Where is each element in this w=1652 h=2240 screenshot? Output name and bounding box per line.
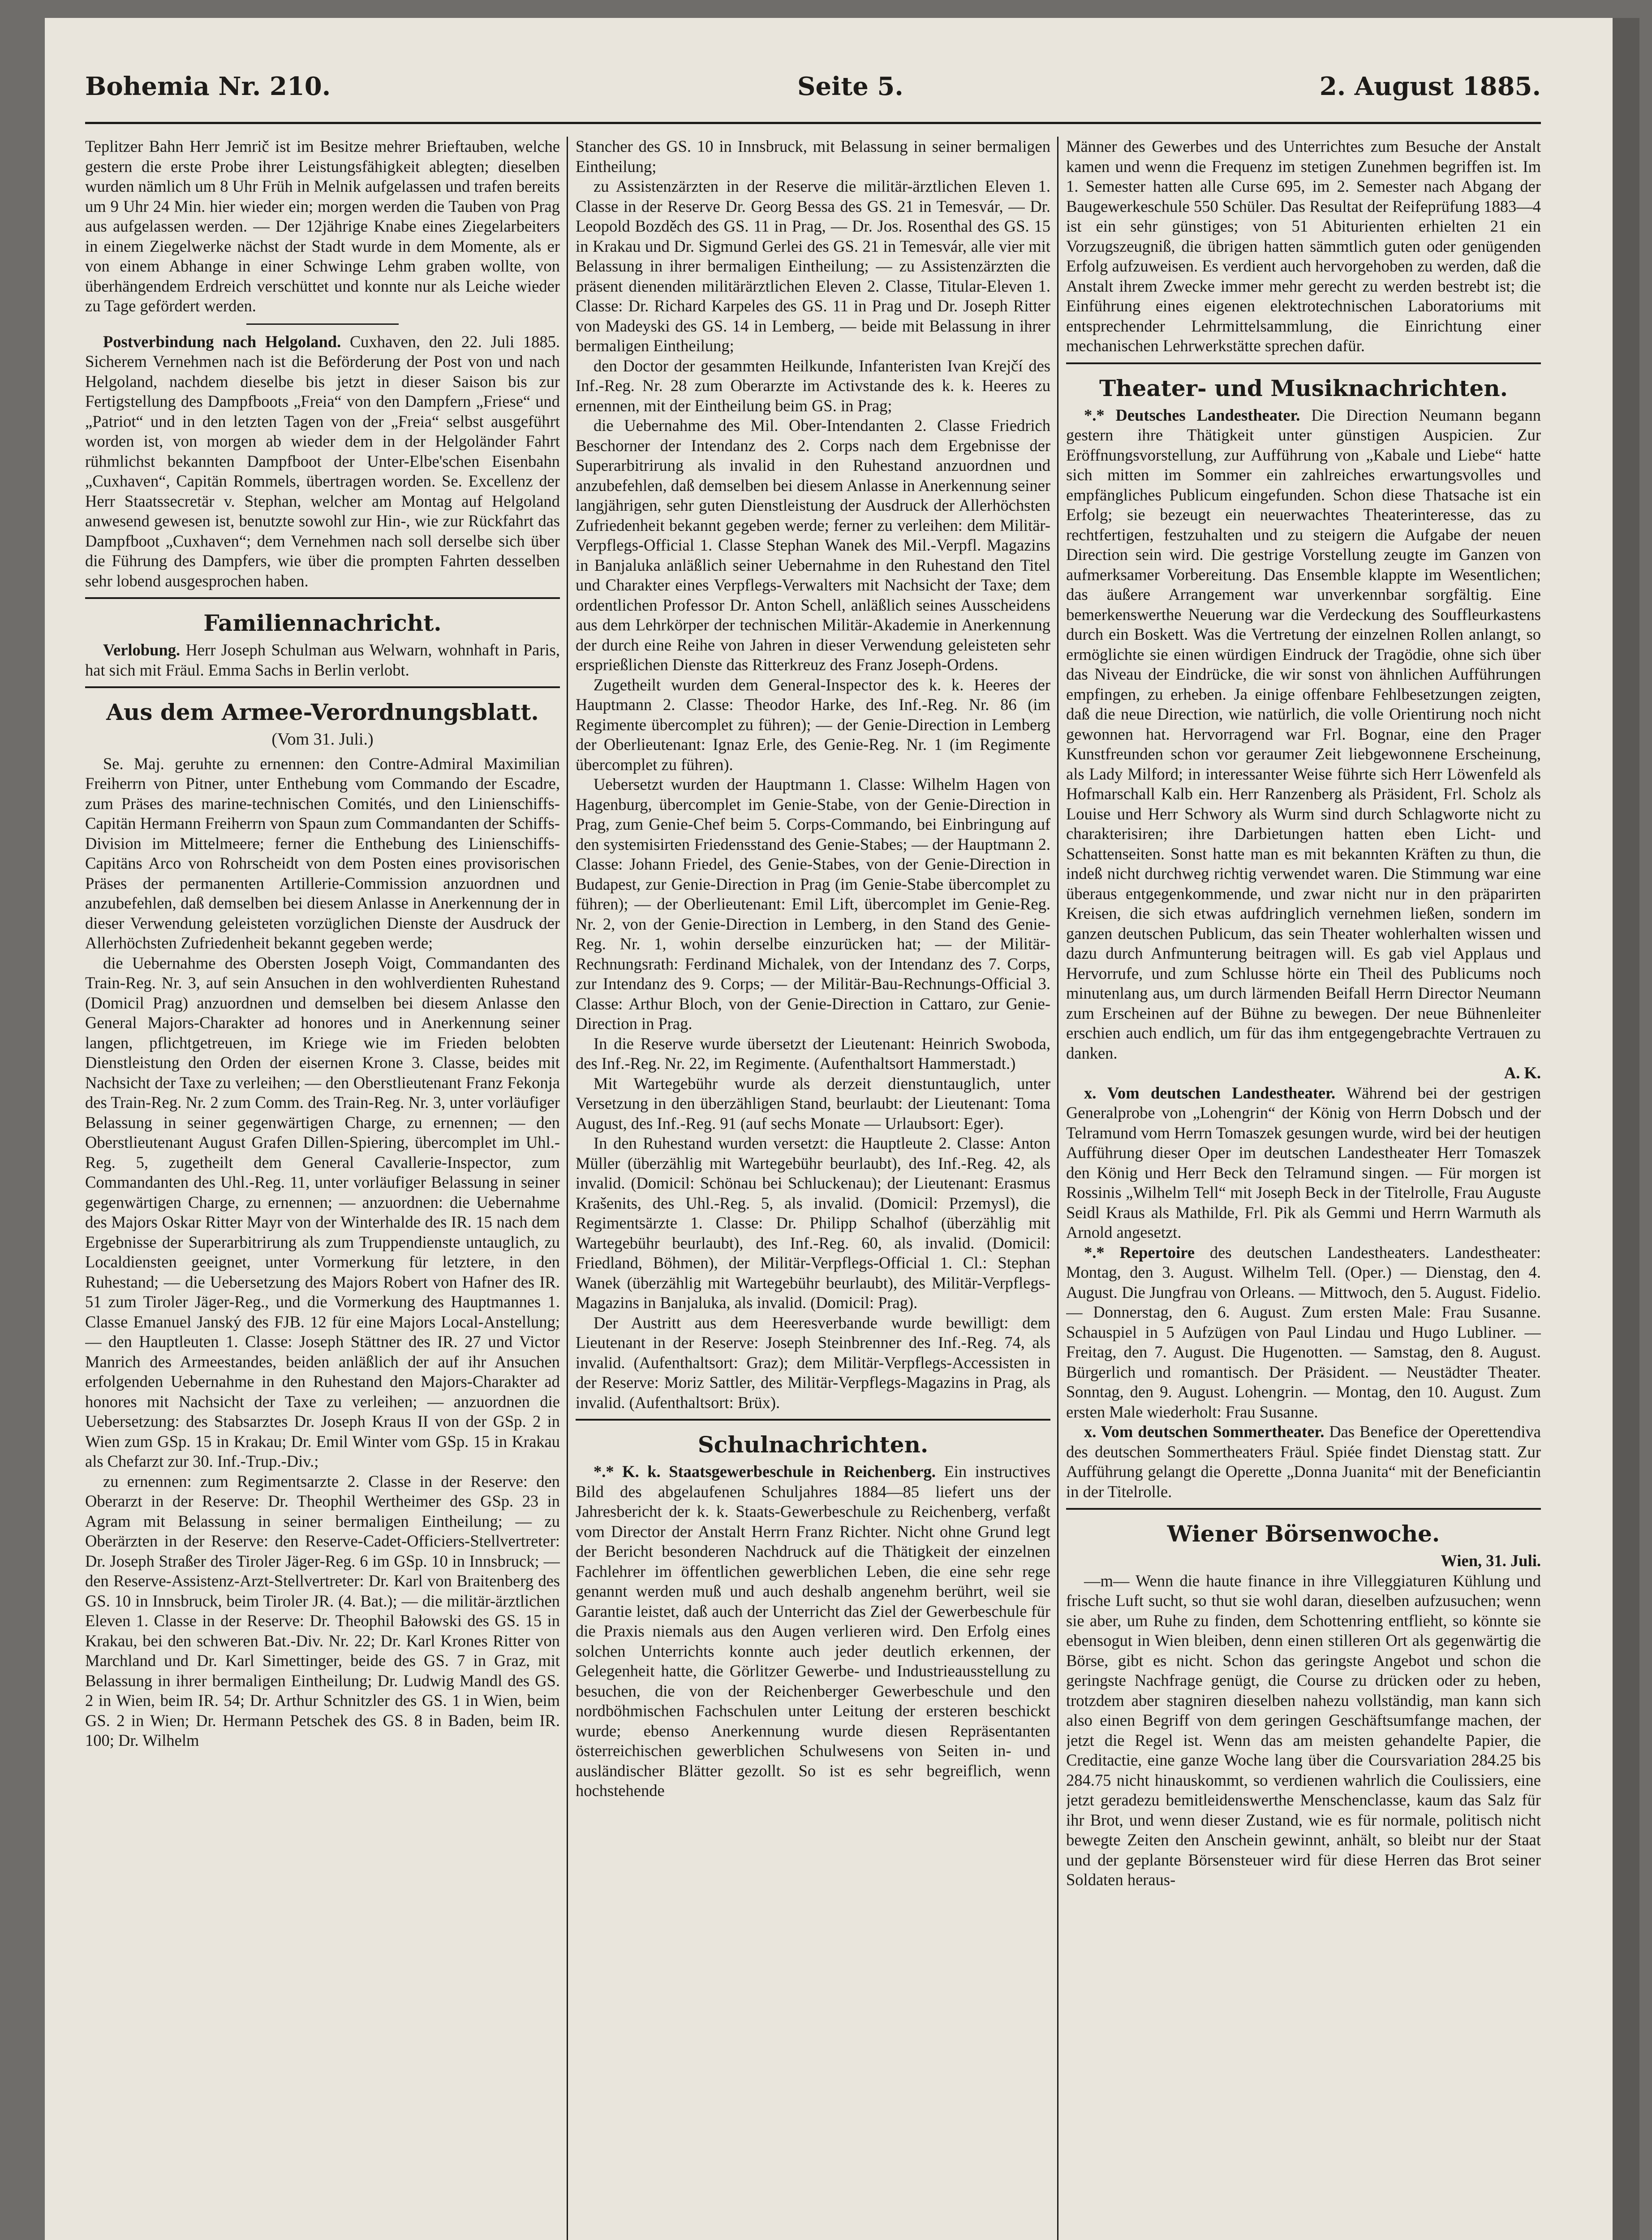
article-paragraph [1066,1243,1541,1422]
article-text: Ein instructives Bild des abgelaufenen Schuljahres 1884—85 liefert uns der Jahresbericht der k. k. Staats-Gewerbeschule zu Reichenberg, verfaßt vom Director der Anstalt Herrn Franz Richter. Nicht ohne Grund legt der Bericht besonderen Nachdruck auf die Thätigkeit der einzelnen Fachlehrer im öffentlichen gewerblichen Leben, die eine sehr rege genannt werden muß und auch deshalb angenehm berührt, weil sie Garantie leistet, daß auch der Unterricht das Ziel der Gewerbeschule für die Praxis niemals aus den Augen verlieren wird. Den Erfolg eines solchen Unterrichts konnte auch jeder deutlich erkennen, der Gelegenheit hatte, die Görlitzer Gewerbe- und Industrieausstellung zu besuchen, die von der Reichenberger Gewerbeschule und den nordböhmischen Fachschulen unter Leitung der ersteren beschickt wurde; ebenso Anerkennung wurde diesen Repräsentanten österreichischen gewerblichen Schulwesens von Seiten in- und ausländischer Blätter gezollt. So ist es sehr begreiflich, wenn hochstehende [576,1462,1050,1800]
article-text: Herr Joseph Schulman aus Welwarn, wohnhaft in Paris, hat sich mit Fräul. Emma Sachs in Berlin verlobt. [85,641,560,679]
article-text: Die Direction Neumann begann gestern ihre Thätigkeit unter günstigen Auspicien. Zur Eröffnungsvorstellung, zur Aufführung von „Kabale und Liebe“ hatte sich mitten im Sommer ein zahlreiches erwartungsvolles und empfängliches Publicum eingefunden. Schon diese Thatsache ist ein Erfolg; sie bezeugt ein neuerwachtes Theaterinteresse, das zu rechtfertigen, festzuhalten und zu steigern die Aufgabe der neuen Direction sein wird. Die gestrige Vorstellung zeugte im Ganzen von aufmerksamer Vorbereitung. Das Ensemble klappte im Wesentlichen; das äußere Arrangement war unverkennbar sorgfältig. Eine bemerkenswerthe Neuerung war die Verdeckung des Souffleurkastens durch ein Boskett. Was die Vertretung der einzelnen Rollen anlangt, so ermöglichte sie einen würdigen Eindruck der Tragödie, ohne sich über das Niveau der Eindrücke, die wir sonst von ähnlichen Aufführungen empfingen, zu erheben. Ja einige offenbare Fehlbesetzungen zeigten, daß die neue Direction, wie natürlich, die volle Orientirung noch nicht gewonnen hat. Hervorragend war Frl. Bognar, eine den Prager Kunstfreunden schon vor geraumer Zeit liebgewonnene Erscheinung, als Lady Milford; in interessanter Weise führte sich Herr Löwenfeld als Hofmarschall Kalb ein. Herr Ranzenberg als Präsident, Frl. Scholz als Louise und Herr Schwory als Wurm sind durch Schlagworte nicht zu charakterisiren; ihre Darbietungen hatten eben Licht- und Schattenseiten. Sonst hatte man es mit bekannten Kräften zu thun, die indeß nicht durchweg richtig verwendet waren. Die Stimmung war eine überaus entgegenkommende, und zwar nicht nur in den präparirten Kreisen, die sich etwas aufdringlich vernehmen ließen, sondern im ganzen deutschen Publicum, das sein Theater wohlerhalten wissen und dazu durch Anfmunterung beitragen will. Es gab viel Applaus und Hervorrufe, und zum Schlusse hörte ein Theil des Publicums noch minutenlang aus, um durch lärmenden Beifall Herrn Director Neumann zum Erscheinen auf der Bühne zu bewegen. Der neue Bühnenleiter erschien auch endlich, um für das ihm entgegengebrachte Vertrauen zu danken. [1066,405,1541,1062]
article-paragraph: Zugetheilt wurden dem General-Inspector des k. k. Heeres der Hauptmann 2. Classe: Theodor Harke, des Inf.-Reg. Nr. 86 (im Regimente übercomplet zu führen); — der Genie-Direction in Lemberg der Oberlieutenant: Ignaz Erle, des Genie-Reg. Nr. 1 (im Regimente übercomplet zu führen). [576,675,1050,774]
column-divider [567,137,568,2240]
article-paragraph: —m— Wenn die haute finance in ihre Villeggiaturen Kühlung und frische Luft sucht, so thut sie wohl daran, dieselben aufzusuchen; wenn sie aber, um Ruhe zu finden, dem Schottenring entflieht, so könnte sie ebensogut in Wien bleiben, denn einen stilleren Ort als gegenwärtig die Börse, gibt es nicht. Schon das geringste Angebot und schon die geringste Nachfrage genügt, die Course zu drücken oder zu heben, trotzdem aber stagniren dieselben nahezu vollständig, man kann sich also einen Begriff von dem geringen Geschäftsumfange machen, der jetzt die Regel ist. Wenn das am meisten gehandelte Papier, die Creditactie, eine ganze Woche lang über die Coursvariation 284.25 bis 284.75 nicht hinauskommt, so verdienen wahrlich die Coulissiers, eine jetzt geradezu bemitleidenswerthe Menschenclasse, kaum das Salz für ihr Brot, und wenn dieser Zustand, wie es für normale, politisch nicht bewegte Zeiten den Anschein gewinnt, anhält, so bleibt nur der Staat und der geplante Börsensteuer wird für diese Herren das Brot seiner Soldaten heraus- [1066,1571,1541,1889]
article-title: *.* Repertoire [1084,1243,1195,1262]
column-2 [576,137,1050,2240]
article-paragraph: Stancher des GS. 10 in Innsbruck, mit Belassung in seiner bermaligen Eintheilung; [576,137,1050,176]
article-text: Während bei der gestrigen Generalprobe von „Lohengrin“ der König von Herrn Dobsch und der Telramund vom Herrn Tomaszek gesungen wurde, wird bei der heutigen Aufführung dieser Oper im deutschen Landestheater Herr Tomaszek den König und Herr Beck den Telramund singen. — Für morgen ist Rossinis „Wilhelm Tell“ mit Joseph Beck in der Titelrolle, Frau Auguste Seidl Kraus als Mathilde, Frl. Pik als Gemmi und Herrn Warmuth als Arnold angesetzt. [1066,1083,1541,1241]
section-heading: Aus dem Armee-Verordnungsblatt. [106,699,539,725]
author-signature: A. K. [1504,1064,1541,1082]
article-paragraph: Männer des Gewerbes und des Unterrichtes zum Besuche der Anstalt kamen und wenn die Frequenz im stetigen Zunehmen begriffen ist. Im 1. Semester hatten alle Curse 695, im 2. Semester nach Abgang der Baugewerkeschule 550 Schüler. Das Resultat der Reifeprüfung 1883—4 ist ein sehr günstiges; von 51 Abiturienten erhielten 21 ein Vorzugszeugniß, die übrigen hatten sämmtlich guten oder genügenden Erfolg aufzuweisen. Es verdient auch hervorgehoben zu werden, daß die Anstalt ihrem Zwecke immer mehr gerecht zu werden bestrebt ist; die Einführung eines eigenen elektrotechnischen Laboratoriums mit entsprechender Lehrmittelsammlung, die Einrichtung einer mechanischen Lehrwerkstätte sprechen dafür. [1066,137,1541,355]
article-paragraph: zu Assistenzärzten in der Reserve die militär-ärztlichen Eleven 1. Classe in der Reserve Dr. Georg Bessa des GS. 21 in Temesvár, — Dr. Leopold Bozděch des GS. 11 in Prag, — Dr. Jos. Rosenthal des GS. 15 in Krakau und Dr. Sigmund Gerlei des GS. 21 in Temesvár, alle vier mit Belassung in ihrer bermaligen Eintheilung; — zu Assistenzärzten die präsent dienenden militärärztlichen Eleven 2. Classe, Titular-Eleven 1. Classe: Dr. Richard Karpeles des GS. 11 in Prag und Dr. Joseph Ritter von Madeyski des GS. 14 in Lemberg, — beide mit Belassung in ihrer bermaligen Eintheilung; [576,177,1050,355]
section-heading: Wiener Börsenwoche. [1167,1521,1440,1547]
column-1 [85,137,560,2240]
article-paragraph [576,1462,1050,1801]
section-rule [1066,1508,1541,1510]
article-paragraph: die Uebernahme des Mil. Ober-Intendanten 2. Classe Friedrich Beschorner der Intendanz des 2. Corps nach dem Ergebnisse der Superarbitrirung als invalid in den Ruhestand anzuordnen und anzubefehlen, daß demselben bei diesem Anlasse in Anerkennung seiner langjährigen, sehr guten Dienstleistung der Ausdruck der Allerhöchsten Zufriedenheit bekannt gegeben werde; ferner zu verleihen: dem Militär-Verpflegs-Official 1. Classe Stephan Wanek des Mil.-Verpfl. Magazins in Banjaluka anläßlich seiner Uebernahme in den Ruhestand den Titel und Charakter eines Verpflegs-Verwalters mit Nachsicht der Taxe; dem ordentlichen Professor Dr. Anton Schell, anläßlich seines Ausscheidens aus dem Lehrkörper der technischen Militär-Akademie in Anerkennung der durch eine Reihe von Jahren in dieser Verwendung geleisteten sehr ersprießlichen Dienste das Ritterkreuz des Franz Joseph-Ordens. [576,416,1050,674]
article-title: Verlobung. [103,641,181,659]
issue-date: 2. August 1885. [1319,72,1541,101]
article-paragraph: Se. Maj. geruhte zu ernennen: den Contre-Admiral Maximilian Freiherrn von Pitner, unter Enthebung vom Commando der Escadre, zum Präses des marine-technischen Comités, und den Linienschiffs-Capitän Hermann Freiherrn von Spaun zum Commandanten der Schiffs-Division im Mittelmeere; ferner die Enthebung des Linienschiffs-Capitäns Arco von Rohrscheidt von dem Posten eines provisorischen Präses der permanenten Artillerie-Commission anzuordnen und anzubefehlen, daß demselben bei diesem Anlasse in Anerkennung der in dieser Verwendung geleisteten vorzüglichen Dienste der Ausdruck der Allerhöchsten Zufriedenheit bekannt gegeben werde; [85,754,560,952]
section-rule [85,597,560,599]
page-header [85,72,1541,112]
column-3 [1066,137,1541,2240]
article-paragraph: Der Austritt aus dem Heeresverbande wurde bewilligt: dem Lieutenant in der Reserve: Joseph Steinbrenner des Inf.-Reg. 74, als invalid. (Aufenthaltsort: Graz); dem Militär-Verpflegs-Accessisten in der Reserve: Moriz Sattler, des Militär-Verpflegs-Magazins in Prag, als invalid. (Aufenthaltsort: Brüx). [576,1313,1050,1412]
separator [246,323,399,325]
newspaper-page [45,18,1639,2240]
article-paragraph: Teplitzer Bahn Herr Jemrič ist im Besitze mehrer Brieftauben, welche gestern die erste Probe ihrer Leistungsfähigkeit ablegten; dieselben wurden nämlich um 8 Uhr Früh in Melnik aufgelassen und trafen bereits um 9 Uhr 24 Min. hier wieder ein; morgen werden die Tauben von Prag aus aufgelassen werden. — Der 12jährige Knabe eines Ziegelarbeiters in einem Ziegelwerke nächst der Stadt wurde in dem Momente, als er von einem Abhange in einer Schwinge Lehm graben wollte, von überhängendem Erdreich verschüttet und konnte nur als Leiche wieder zu Tage gefördert werden. [85,137,560,315]
article-paragraph: Mit Wartegebühr wurde als derzeit dienstuntauglich, unter Versetzung in den überzähligen Stand, beurlaubt: der Lieutenant: Toma August, des Inf.-Reg. 91 (auf sechs Monate — Urlaubsort: Eger). [576,1074,1050,1133]
article-title: x. Vom deutschen Sommertheater. [1084,1422,1325,1441]
dateline: Wien, 31. Juli. [1441,1551,1541,1570]
section-rule [85,686,560,688]
article-paragraph: den Doctor der gesammten Heilkunde, Infanteristen Ivan Krejčí des Inf.-Reg. Nr. 28 zum Oberarzte im Activstande des k. k. Heeres zu ernennen, mit der Eintheilung beim GS. in Prag; [576,356,1050,415]
article-title: *.* Deutsches Landestheater. [1084,405,1300,424]
article-paragraph [1066,405,1541,1064]
paper-name: Bohemia Nr. 210. [85,72,331,101]
article-paragraph: In den Ruhestand wurden versetzt: die Hauptleute 2. Classe: Anton Müller (überzählig mit Wartegebühr beurlaubt), des Inf.-Reg. 42, als invalid. (Domicil: Schönau bei Schluckenau); der Lieutenant: Erasmus Krašenits, des Uhl.-Reg. 5, als invalid. (Domicil: Przemysl), die Regimentsärzte 1. Classe: Dr. Philipp Schalhof (überzählig mit Wartegebühr beurlaubt), des Inf.-Reg. 60, als invalid. (Domicil: Friedland, Böhmen), der Militär-Verpflegs-Official 1. Cl.: Stephan Wanek (überzählig mit Wartegebühr beurlaubt), des Militär-Verpflegs-Magazins in Banjaluka, als invalid. (Domicil: Prag). [576,1134,1050,1312]
article-title: *.* K. k. Staatsgewerbeschule in Reichenberg. [594,1462,936,1481]
article-paragraph: die Uebernahme des Obersten Joseph Voigt, Commandanten des Train-Reg. Nr. 3, auf sein Ansuchen in den wohlverdienten Ruhestand (Domicil Prag) anzuordnen und demselben bei diesem Anlasse den General Majors-Charakter ad honores und in Anerkennung seiner langen, pflichtgetreuen, im Kriege wie im Frieden belobten Dienstleistung den Orden der eisernen Krone 3. Classe, beides mit Nachsicht der Taxe zu verleihen; — den Oberstlieutenant Franz Fekonja des Train-Reg. Nr. 2 zum Comm. des Train-Reg. Nr. 3, unter vorläufiger Belassung in seiner gegenwärtigen Charge, zu ernennen; — den Oberstlieutenant August Grafen Dillen-Spiering, übercomplet im Uhl.-Reg. 5, zugetheilt dem General Cavallerie-Inspector, zum Commandanten des Uhl.-Reg. 11, unter vorläufiger Belassung in seiner gegenwärtigen Charge, zu ernennen; — anzuordnen: die Uebernahme des Majors Oskar Ritter Mayr von der Winterhalde des IR. 15 nach dem Ergebnisse der Superarbitrirung als zum Truppendienste untauglich, zu Localdiensten geeignet, unter Vormerkung für letztere, in den Ruhestand; — die Uebersetzung des Majors Robert von Hafner des IR. 51 zum Tiroler Jäger-Reg., und die Vormerkung des Hauptmannes 1. Classe Emanuel Janský des FJB. 12 für eine Majors Local-Anstellung; — den Hauptleuten 1. Classe: Joseph Stättner des IR. 27 und Victor Manrich des Armeestandes, beiden anläßlich der auf ihr Ansuchen erfolgenden Uebernahme in den Ruhestand den Majors-Charakter ad honores mit Nachsicht der Taxe zu verleihen; — anzuordnen die Uebersetzung: des Stabsarztes Dr. Joseph Kraus II von der GSp. 2 in Wien zum GSp. 15 in Krakau; Dr. Emil Winter vom GSp. 15 in Krakau als Chefarzt zur 30. Inf.-Trup.-Div.; [85,953,560,1470]
column-divider [1057,137,1058,2240]
page-number: Seite 5. [797,72,903,101]
article-paragraph [85,332,560,591]
article-title: x. Vom deutschen Landestheater. [1084,1083,1336,1102]
section-rule [576,1419,1050,1421]
article-paragraph [85,640,560,680]
section-heading: Familiennachricht. [203,610,442,636]
article-text: Cuxhaven, den 22. Juli 1885. Sicherem Vernehmen nach ist die Beförderung der Post von und nach Helgoland, nachdem dieselbe bis jetzt in dieser Saison bis zur Fertigstellung des Dampfboots „Freia“ von den Dampfern „Friese“ und „Patriot“ und in den letzten Tagen von der „Freia“ selbst ausgeführt worden ist, von morgen ab wieder dem in der Helgoländer Fahrt rühmlichst bekannten Dampfboot der Unter-Elbe'schen Eisenbahn „Cuxhaven“, Capitän Rommels, übertragen worden. Se. Excellenz der Herr Staatssecretär v. Stephan, welcher am Montag auf Helgoland anwesend gewesen ist, benutzte sowohl zur Hin-, wie zur Rückfahrt das Dampfboot „Cuxhaven“; dem Vernehmen nach soll derselbe sich über die Führung des Dampfers, wie über die prompten Fahrten desselben sehr lobend ausgesprochen haben. [85,332,560,590]
header-rule [85,122,1541,124]
article-paragraph: In die Reserve wurde übersetzt der Lieutenant: Heinrich Swoboda, des Inf.-Reg. Nr. 22, im Regimente. (Aufenthaltsort Hammerstadt.) [576,1034,1050,1073]
article-paragraph: zu ernennen: zum Regimentsarzte 2. Classe in der Reserve: den Oberarzt in der Reserve: Dr. Theophil Wertheimer des GSp. 23 in Agram mit Belassung in seiner bermaligen Eintheilung; — zu Oberärzten in der Reserve: den Reserve-Cadet-Officiers-Stellvertreter: Dr. Joseph Straßer des Tiroler Jäger-Reg. 6 im GSp. 10 in Innsbruck; — den Reserve-Assistenz-Arzt-Stellvertreter: Dr. Karl von Braitenberg des GS. 10 in Innsbruck, beim Tiroler JR. (4. Bat.); — die militär-ärztlichen Eleven 1. Classe in der Reserve: Dr. Theophil Bałowski des GS. 15 in Krakau, bei den schweren Bat.-Div. Nr. 22; Dr. Karl Krones Ritter von Marchland und Dr. Karl Simettinger, beide des GS. 7 in Graz, mit Belassung in ihrer bermaligen Eintheilung; Dr. Ludwig Mandl des GS. 2 in Wien, beim IR. 54; Dr. Arthur Schnitzler des GS. 1 in Wien, beim GS. 2 in Wien; Dr. Hermann Petschek des GS. 8 in Baden, beim IR. 100; Dr. Wilhelm [85,1472,560,1749]
article-title: Postverbindung nach Helgoland. [103,332,341,351]
section-heading: Theater- und Musiknachrichten. [1099,375,1508,401]
article-text: Das Beneficе der Operettendiva des deutschen Sommertheaters Fräul. Spiée findet Dienstag statt. Zur Aufführung gelangt die Operette „Donna Juanita“ mit der Beneficiantin in der Titelrolle. [1066,1422,1541,1501]
article-paragraph [1066,1422,1541,1502]
article-paragraph [1066,1083,1541,1243]
section-subheading: (Vom 31. Juli.) [271,730,374,749]
section-rule [1066,362,1541,364]
article-paragraph: Uebersetzt wurden der Hauptmann 1. Classe: Wilhelm Hagen von Hagenburg, übercomplet im Genie-Stabe, von der Genie-Direction in Prag, zum Genie-Chef beim 5. Corps-Commando, bei Einbringung auf den systemisirten Friedensstand des Genie-Stabes; — der Hauptmann 2. Classe: Johann Friedel, des Genie-Stabes, von der Genie-Direction in Budapest, zur Genie-Direction in Prag (im Genie-Stabe übercomplet zu führen); — der Oberlieutenant: Emil Lift, übercomplet im Genie-Reg. Nr. 2, von der Genie-Direction in Lemberg, in den Stand des Genie-Reg. Nr. 1, wohin derselbe einzurücken hat; — der Militär-Rechnungsrath: Ferdinand Michalek, von der Intendanz des 7. Corps, zur Intendanz des 9. Corps; — der Militär-Bau-Rechnungs-Official 3. Classe: Arthur Bloch, von der Genie-Direction in Cattaro, zur Genie-Direction in Prag. [576,775,1050,1033]
section-heading: Schulnachrichten. [697,1431,929,1458]
article-text: des deutschen Landestheaters. Landestheater: Montag, den 3. August. Wilhelm Tell. (Oper.) — Dienstag, den 4. August. Die Jungfrau von Orleans. — Mittwoch, den 5. August. Fidelio. — Donnerstag, den 6. August. Zum ersten Male: Frau Susanne. Schauspiel in 5 Aufzügen von Paul Lindau und Hugo Lubliner. — Freitag, den 7. August. Die Hugenotten. — Samstag, den 8. August. Bürgerlich und romantisch. Der Präsident. — Neustädter Theater. Sonntag, den 9. August. Lohengrin. — Montag, den 10. August. Zum ersten Male wiederholt: Frau Susanne. [1066,1243,1541,1421]
